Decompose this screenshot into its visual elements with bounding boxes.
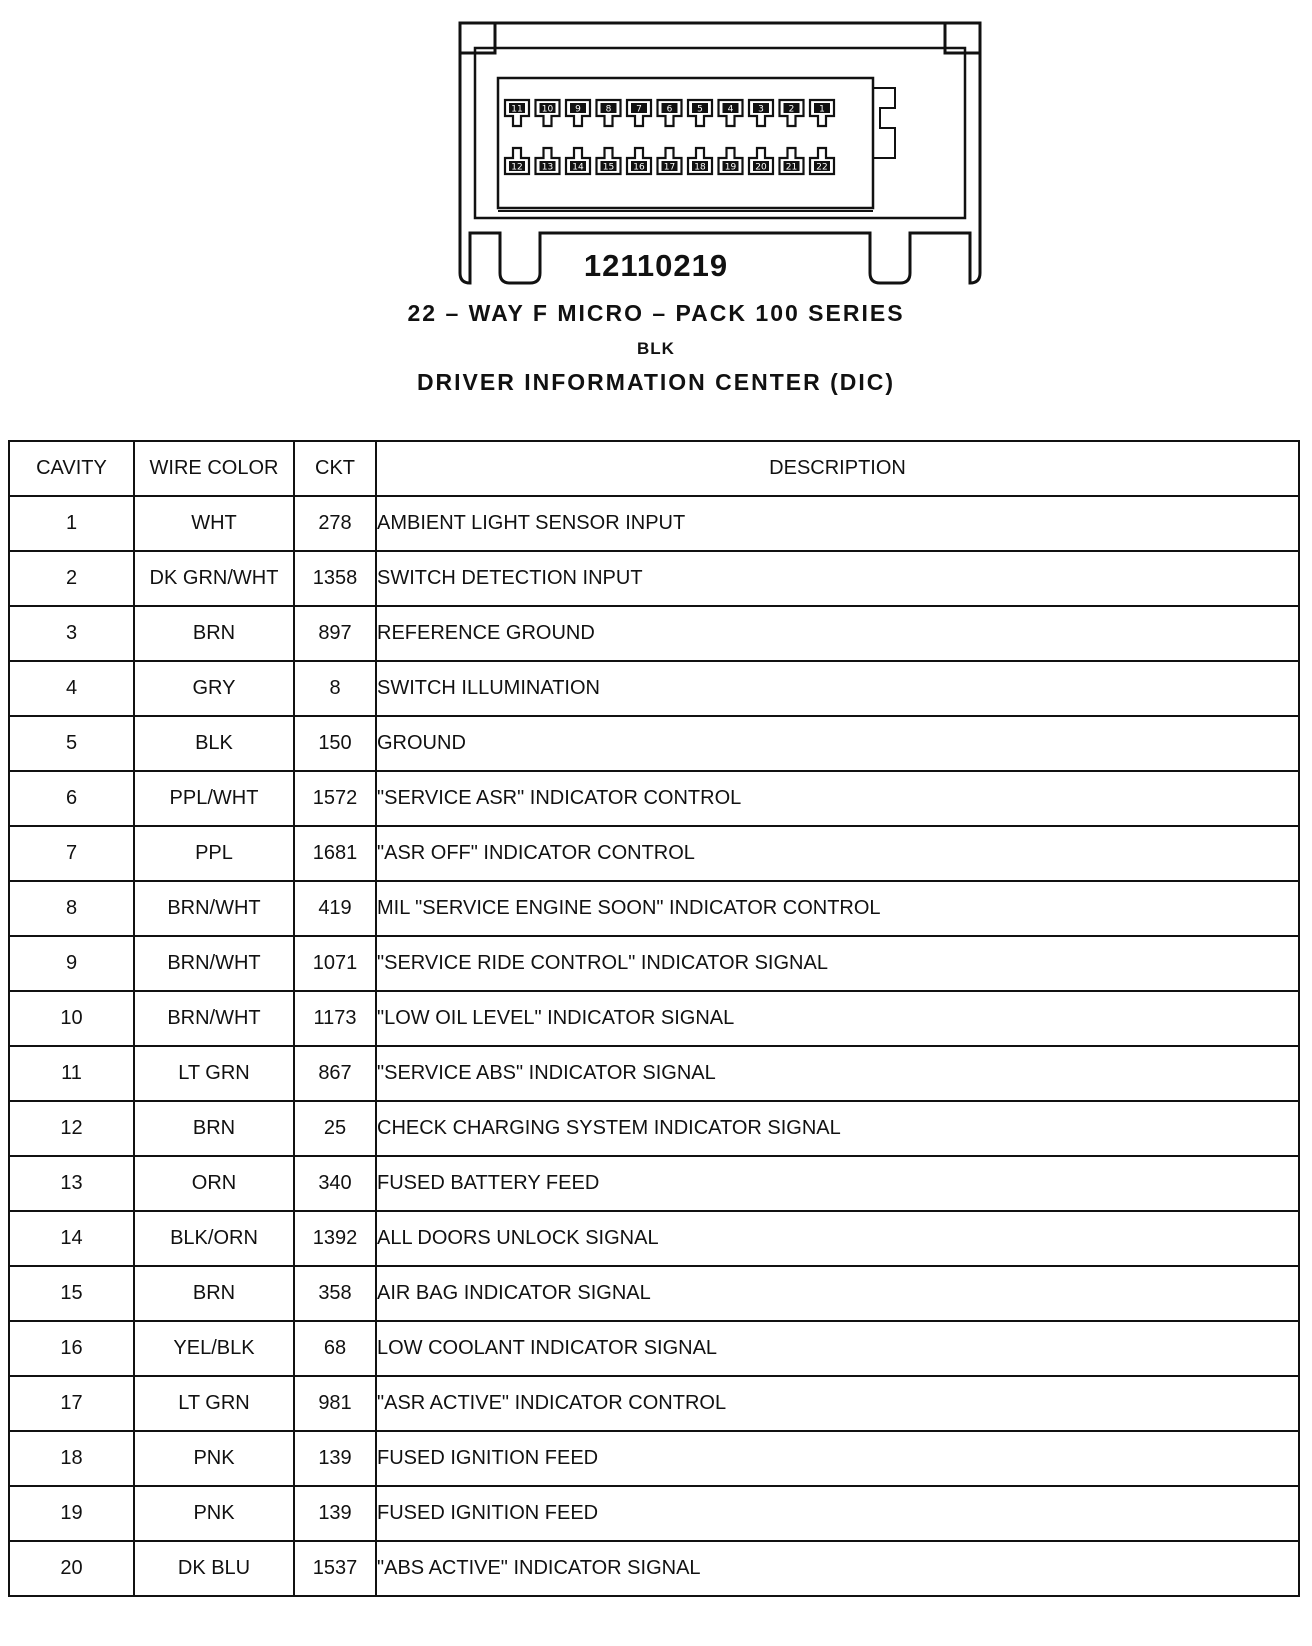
ckt-cell: 1071 [294,936,376,991]
component-title: DRIVER INFORMATION CENTER (DIC) [416,369,896,395]
table-row [9,551,1299,606]
cavity-cell: 2 [9,551,134,606]
pin-number: 9 [575,104,581,115]
cavity-cell: 11 [9,1046,134,1101]
header-wire-color: WIRE COLOR [134,441,294,496]
connector-inner-housing [475,48,965,218]
wire-color-cell: LT GRN [134,1046,294,1101]
table-row [9,881,1299,936]
connector-side-key [873,88,895,158]
wire-color-cell: PNK [134,1486,294,1541]
description-cell: "SERVICE ASR" INDICATOR CONTROL [376,771,1299,826]
description-cell: REFERENCE GROUND [376,606,1299,661]
wire-color-cell: BRN [134,606,294,661]
table-row [9,1211,1299,1266]
description-cell: AMBIENT LIGHT SENSOR INPUT [376,496,1299,551]
connector-pin [566,100,590,126]
pin-number: 12 [511,162,523,173]
table-row [9,661,1299,716]
connector-pin [749,148,773,174]
pin-number: 14 [572,162,584,173]
ckt-cell: 867 [294,1046,376,1101]
pin-number: 2 [788,104,795,115]
description-cell: FUSED BATTERY FEED [376,1156,1299,1211]
table-row [9,991,1299,1046]
connector-pin [536,148,560,174]
connector-pin [688,148,712,174]
cavity-cell: 18 [9,1431,134,1486]
cavity-cell: 15 [9,1266,134,1321]
pin-number: 16 [633,162,645,173]
description-cell: "LOW OIL LEVEL" INDICATOR SIGNAL [376,991,1299,1046]
connector-pin [597,148,621,174]
ckt-cell: 8 [294,661,376,716]
cavity-cell: 9 [9,936,134,991]
description-cell: "ASR ACTIVE" INDICATOR CONTROL [376,1376,1299,1431]
pin-number: 13 [541,162,554,173]
connector-pin [536,100,560,126]
cavity-cell: 19 [9,1486,134,1541]
wire-color-cell: BLK [134,716,294,771]
wire-color-cell: PPL/WHT [134,771,294,826]
connector-pin [810,148,834,174]
ckt-cell: 1392 [294,1211,376,1266]
description-cell: LOW COOLANT INDICATOR SIGNAL [376,1321,1299,1376]
description-cell: "SERVICE RIDE CONTROL" INDICATOR SIGNAL [376,936,1299,991]
pin-number: 4 [727,104,734,115]
wire-color-cell: BRN [134,1266,294,1321]
table-row [9,716,1299,771]
wire-color-cell: ORN [134,1156,294,1211]
header-description: DESCRIPTION [376,441,1299,496]
wire-color-cell: GRY [134,661,294,716]
wire-color-cell: DK BLU [134,1541,294,1596]
cavity-cell: 14 [9,1211,134,1266]
wire-color-cell: LT GRN [134,1376,294,1431]
cavity-cell: 12 [9,1101,134,1156]
cavity-cell: 17 [9,1376,134,1431]
connector-pin [505,148,529,174]
connector-pin-field [498,78,873,208]
wire-color-cell: BLK/ORN [134,1211,294,1266]
cavity-cell: 7 [9,826,134,881]
wire-color-cell: WHT [134,496,294,551]
ckt-cell: 1681 [294,826,376,881]
description-cell: GROUND [376,716,1299,771]
connector-pin [658,100,682,126]
table-row [9,1321,1299,1376]
ckt-cell: 981 [294,1376,376,1431]
table-row [9,496,1299,551]
header-ckt: CKT [294,441,376,496]
description-cell: FUSED IGNITION FEED [376,1486,1299,1541]
connector-pin [597,100,621,126]
connector-series: 22 – WAY F MICRO – PACK 100 SERIES [407,300,905,326]
ckt-cell: 419 [294,881,376,936]
table-row [9,1156,1299,1211]
connector-pin-rows [505,100,834,174]
description-cell: MIL "SERVICE ENGINE SOON" INDICATOR CONTROL [376,881,1299,936]
connector-pin [719,148,743,174]
table-row [9,1046,1299,1101]
description-cell: "ABS ACTIVE" INDICATOR SIGNAL [376,1541,1299,1596]
pinout-table [8,440,1300,1597]
description-cell: "ASR OFF" INDICATOR CONTROL [376,826,1299,881]
pin-number: 3 [758,104,764,115]
cavity-cell: 13 [9,1156,134,1211]
table-row [9,1101,1299,1156]
description-cell: CHECK CHARGING SYSTEM INDICATOR SIGNAL [376,1101,1299,1156]
cavity-cell: 5 [9,716,134,771]
wire-color-cell: YEL/BLK [134,1321,294,1376]
connector-pin [566,148,590,174]
connector-pin [658,148,682,174]
connector-pin [780,100,804,126]
connector-pin [505,100,529,126]
wire-color-cell: PNK [134,1431,294,1486]
ckt-cell: 1537 [294,1541,376,1596]
connector-pin [627,148,651,174]
wire-color-cell: BRN/WHT [134,991,294,1046]
table-row [9,606,1299,661]
description-cell: SWITCH DETECTION INPUT [376,551,1299,606]
cavity-cell: 20 [9,1541,134,1596]
connector-outer-shell [460,23,980,283]
pin-number: 17 [663,162,676,173]
ckt-cell: 1173 [294,991,376,1046]
pin-number: 1 [819,104,825,115]
description-cell: "SERVICE ABS" INDICATOR SIGNAL [376,1046,1299,1101]
cavity-cell: 6 [9,771,134,826]
cavity-cell: 10 [9,991,134,1046]
table-header-row [9,441,1299,496]
table-row [9,771,1299,826]
ckt-cell: 68 [294,1321,376,1376]
ckt-cell: 340 [294,1156,376,1211]
table-row [9,1486,1299,1541]
ckt-cell: 1358 [294,551,376,606]
ckt-cell: 358 [294,1266,376,1321]
ckt-cell: 139 [294,1486,376,1541]
cavity-cell: 16 [9,1321,134,1376]
wire-color-cell: BRN/WHT [134,881,294,936]
description-cell: AIR BAG INDICATOR SIGNAL [376,1266,1299,1321]
connector-pin [810,100,834,126]
connector-color: BLK [637,339,675,358]
connector-pin [688,100,712,126]
wire-color-cell: BRN [134,1101,294,1156]
pin-number: 19 [724,162,737,173]
cavity-cell: 3 [9,606,134,661]
table-row [9,1541,1299,1596]
cavity-cell: 4 [9,661,134,716]
pin-number: 5 [697,104,703,115]
pin-number: 21 [785,162,798,173]
ckt-cell: 139 [294,1431,376,1486]
ckt-cell: 25 [294,1101,376,1156]
pin-number: 20 [755,162,767,173]
table-row [9,1431,1299,1486]
connector-pin [749,100,773,126]
pin-number: 6 [666,104,673,115]
table-row [9,936,1299,991]
connector-pin [719,100,743,126]
wire-color-cell: BRN/WHT [134,936,294,991]
table-row [9,1266,1299,1321]
ckt-cell: 897 [294,606,376,661]
part-number: 12110219 [583,248,729,283]
cavity-cell: 8 [9,881,134,936]
connector-pin [780,148,804,174]
table-row [9,1376,1299,1431]
pin-number: 7 [636,104,642,115]
pin-number: 18 [694,162,706,173]
pin-number: 8 [605,104,612,115]
wire-color-cell: PPL [134,826,294,881]
description-cell: FUSED IGNITION FEED [376,1431,1299,1486]
pin-number: 10 [541,104,554,115]
wire-color-cell: DK GRN/WHT [134,551,294,606]
ckt-cell: 150 [294,716,376,771]
table-row [9,826,1299,881]
description-cell: SWITCH ILLUMINATION [376,661,1299,716]
header-cavity: CAVITY [9,441,134,496]
description-cell: ALL DOORS UNLOCK SIGNAL [376,1211,1299,1266]
pin-number: 11 [511,104,523,115]
ckt-cell: 1572 [294,771,376,826]
pin-number: 15 [602,162,615,173]
ckt-cell: 278 [294,496,376,551]
connector-pin [627,100,651,126]
pin-number: 22 [816,162,828,173]
pinout-table-body [9,496,1299,1596]
cavity-cell: 1 [9,496,134,551]
